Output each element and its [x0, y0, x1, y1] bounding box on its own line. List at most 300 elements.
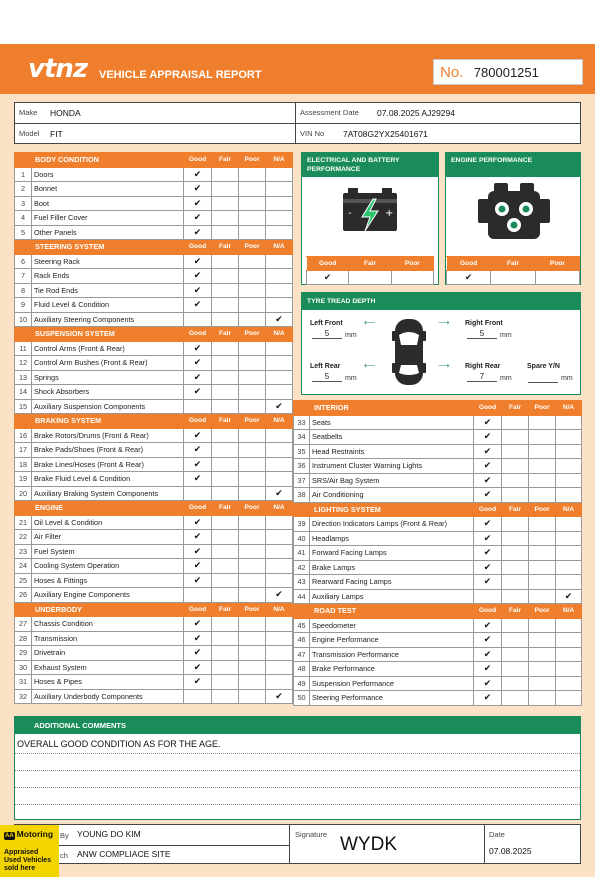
rating-cell-good[interactable] [184, 356, 212, 371]
rating-cell-n-a[interactable] [266, 573, 293, 588]
rating-cell-poor[interactable] [239, 254, 266, 269]
rating-cell-fair[interactable] [212, 370, 239, 385]
rating-cell-good[interactable] [184, 689, 212, 704]
item-label: Shock Absorbers [32, 385, 184, 400]
rating-cell-fair[interactable] [212, 573, 239, 588]
rating-cell-poor[interactable] [239, 559, 266, 574]
rating-cell-poor[interactable] [239, 588, 266, 603]
rating-cell-fair[interactable] [502, 531, 529, 546]
rating-cell-n-a[interactable] [266, 660, 293, 675]
rating-cell-poor[interactable] [239, 225, 266, 240]
rating-cell-poor[interactable] [239, 530, 266, 545]
rating-cell-fair[interactable] [212, 312, 239, 327]
rating-cell-poor[interactable] [529, 618, 556, 633]
rating-cell-poor[interactable] [529, 430, 556, 445]
rating-cell-good[interactable] [184, 588, 212, 603]
rating-cell-good[interactable] [184, 283, 212, 298]
rating-cell-n-a[interactable] [266, 254, 293, 269]
rating-cell-poor[interactable] [239, 515, 266, 530]
check-mark-icon: ✔ [193, 574, 202, 585]
rating-cell-n-a[interactable] [556, 430, 582, 445]
rating-cell-good[interactable] [184, 428, 212, 443]
rating-cell-poor[interactable] [239, 457, 266, 472]
rating-cell-n-a[interactable] [266, 356, 293, 371]
svg-text:+: + [385, 208, 394, 219]
rating-cell-poor[interactable] [239, 689, 266, 704]
rating-cell-fair[interactable] [212, 544, 239, 559]
rating-cell-poor[interactable] [529, 517, 556, 532]
rating-cell-n-a[interactable] [556, 662, 582, 677]
item-number: 13 [15, 370, 32, 385]
rating-cell-poor[interactable] [239, 298, 266, 313]
check-mark-icon: ✔ [193, 357, 202, 368]
rating-cell-poor[interactable] [239, 631, 266, 646]
rating-cell-poor[interactable] [529, 676, 556, 691]
rating-cell-fair[interactable] [502, 618, 529, 633]
aa-tagline-line: Appraised [4, 849, 39, 856]
check-mark-icon: ✔ [193, 342, 202, 353]
rating-cell-good[interactable] [184, 399, 212, 414]
item-number: 37 [294, 473, 310, 488]
rating-cell-good[interactable] [474, 560, 502, 575]
rating-cell-good[interactable] [184, 211, 212, 226]
rating-cell-fair[interactable] [212, 167, 239, 182]
rating-cell-poor[interactable] [529, 546, 556, 561]
rating-cell-poor[interactable] [529, 633, 556, 648]
rating-cell-n-a[interactable] [556, 589, 582, 604]
checklist-row [294, 430, 582, 445]
rating-cell-n-a[interactable] [266, 312, 293, 327]
rating-cell-n-a[interactable] [266, 182, 293, 197]
item-label: Chassis Condition [32, 617, 184, 632]
rating-header-n-a: N/A [266, 602, 293, 617]
rating-cell-n-a[interactable] [266, 617, 293, 632]
comment-line [15, 770, 580, 771]
rating-cell-n-a[interactable] [266, 443, 293, 458]
rating-cell-n-a[interactable] [266, 167, 293, 182]
item-label: Other Panels [32, 225, 184, 240]
rating-cell-n-a[interactable] [266, 675, 293, 690]
check-mark-icon: ✔ [193, 371, 202, 382]
section-header-interior [294, 401, 582, 416]
rating-cell-n-a[interactable] [556, 473, 582, 488]
rating-cell-fair[interactable] [502, 430, 529, 445]
checklist-row [294, 575, 582, 590]
item-label: Brake Pads/Shoes (Front & Rear) [32, 443, 184, 458]
section-title: UNDERBODY [15, 602, 184, 617]
rating-cell-good[interactable] [184, 167, 212, 182]
rating-cell-good[interactable] [474, 430, 502, 445]
rating-cell-n-a[interactable] [266, 399, 293, 414]
rating-cell-n-a[interactable] [266, 269, 293, 284]
check-mark-icon: ✔ [193, 632, 202, 643]
item-label: Steering Performance [310, 691, 474, 706]
engine-performance-panel [445, 152, 581, 285]
item-label: Transmission [32, 631, 184, 646]
rating-cell-fair[interactable] [502, 633, 529, 648]
rating-cell-good[interactable] [184, 457, 212, 472]
item-label: Bonnet [32, 182, 184, 197]
checklist-row [15, 530, 293, 545]
rating-cell-fair[interactable] [212, 399, 239, 414]
electrical-fair-cell [349, 271, 391, 285]
rating-cell-poor[interactable] [239, 428, 266, 443]
rating-cell-fair[interactable] [212, 269, 239, 284]
rating-cell-fair[interactable] [212, 428, 239, 443]
rating-header-n-a: N/A [556, 502, 582, 517]
rating-cell-fair[interactable] [212, 559, 239, 574]
rating-cell-fair[interactable] [502, 560, 529, 575]
rating-cell-fair[interactable] [212, 689, 239, 704]
rating-cell-good[interactable] [184, 515, 212, 530]
item-label: Springs [32, 370, 184, 385]
rating-cell-fair[interactable] [212, 298, 239, 313]
item-number: 25 [15, 573, 32, 588]
rating-header-poor: Poor [529, 502, 556, 517]
rating-cell-fair[interactable] [212, 356, 239, 371]
rating-cell-n-a[interactable] [556, 444, 582, 459]
check-mark-icon: ✔ [193, 284, 202, 295]
item-label: Brake Performance [310, 662, 474, 677]
rating-cell-poor[interactable] [529, 444, 556, 459]
item-label: Brake Lamps [310, 560, 474, 575]
rating-cell-good[interactable] [474, 662, 502, 677]
rating-cell-good[interactable] [184, 660, 212, 675]
rating-header-poor: Poor [239, 240, 266, 255]
rating-cell-good[interactable] [474, 676, 502, 691]
rating-cell-poor[interactable] [239, 385, 266, 400]
report-title: VEHICLE APPRAISAL REPORT [99, 69, 262, 81]
rating-cell-n-a[interactable] [266, 370, 293, 385]
rating-cell-poor[interactable] [529, 691, 556, 706]
rating-cell-poor[interactable] [529, 415, 556, 430]
rating-cell-poor[interactable] [239, 312, 266, 327]
rating-cell-good[interactable] [474, 531, 502, 546]
rating-cell-good[interactable] [474, 546, 502, 561]
rating-cell-fair[interactable] [502, 473, 529, 488]
rating-cell-n-a[interactable] [266, 515, 293, 530]
rating-header-n-a: N/A [556, 401, 582, 416]
item-number: 32 [15, 689, 32, 704]
signoff-box [14, 824, 581, 864]
item-number: 7 [15, 269, 32, 284]
rating-cell-fair[interactable] [502, 676, 529, 691]
rating-cell-good[interactable] [474, 575, 502, 590]
rating-cell-poor[interactable] [239, 472, 266, 487]
checklist-row [15, 269, 293, 284]
rating-cell-n-a[interactable] [266, 472, 293, 487]
rating-cell-poor[interactable] [529, 560, 556, 575]
rating-cell-poor[interactable] [529, 575, 556, 590]
vehicle-info-box [14, 102, 581, 144]
rating-cell-n-a[interactable] [266, 588, 293, 603]
section-title: SUSPENSION SYSTEM [15, 327, 184, 342]
rating-header-good: Good [184, 327, 212, 342]
rating-cell-poor[interactable] [529, 589, 556, 604]
rating-cell-good[interactable] [474, 589, 502, 604]
section-header-braking-system [15, 414, 293, 429]
item-number: 8 [15, 283, 32, 298]
rating-cell-n-a[interactable] [266, 211, 293, 226]
rating-cell-fair[interactable] [212, 182, 239, 197]
item-label: Head Restraints [310, 444, 474, 459]
rating-cell-fair[interactable] [212, 588, 239, 603]
rating-cell-fair[interactable] [212, 283, 239, 298]
item-label: Drivetrain [32, 646, 184, 661]
rating-cell-poor[interactable] [239, 370, 266, 385]
rating-cell-fair[interactable] [502, 444, 529, 459]
rating-cell-good[interactable] [184, 675, 212, 690]
item-number: 23 [15, 544, 32, 559]
model-value: FIT [50, 129, 63, 139]
rating-cell-fair[interactable] [212, 530, 239, 545]
rating-cell-poor[interactable] [239, 486, 266, 501]
rating-cell-n-a[interactable] [556, 560, 582, 575]
rating-cell-good[interactable] [184, 196, 212, 211]
checklist-row [294, 531, 582, 546]
rating-cell-fair[interactable] [212, 515, 239, 530]
rating-cell-n-a[interactable] [556, 676, 582, 691]
comment-text: OVERALL GOOD CONDITION AS FOR THE AGE. [17, 739, 221, 749]
rating-cell-good[interactable] [184, 472, 212, 487]
rating-header-fair: Fair [502, 401, 529, 416]
rating-cell-n-a[interactable] [556, 488, 582, 503]
checklist-row [15, 617, 293, 632]
rating-cell-good[interactable] [184, 486, 212, 501]
rating-cell-good[interactable] [184, 617, 212, 632]
car-top-view-icon [391, 317, 427, 387]
rating-cell-poor[interactable] [239, 617, 266, 632]
rating-cell-poor[interactable] [529, 647, 556, 662]
rating-cell-good[interactable] [184, 559, 212, 574]
rating-cell-fair[interactable] [212, 486, 239, 501]
item-number: 21 [15, 515, 32, 530]
rating-cell-n-a[interactable] [556, 415, 582, 430]
rating-cell-fair[interactable] [212, 646, 239, 661]
checklist-row [15, 298, 293, 313]
rating-cell-poor[interactable] [239, 182, 266, 197]
aa-motoring-badge [0, 825, 59, 877]
checklist-row [294, 517, 582, 532]
rating-header-good: Good [184, 153, 212, 168]
rating-cell-fair[interactable] [502, 517, 529, 532]
rating-cell-fair[interactable] [212, 675, 239, 690]
rating-cell-good[interactable] [474, 691, 502, 706]
rating-cell-n-a[interactable] [556, 546, 582, 561]
rating-cell-fair[interactable] [502, 415, 529, 430]
rating-cell-poor[interactable] [239, 211, 266, 226]
item-label: Steering Rack [32, 254, 184, 269]
rating-cell-n-a[interactable] [266, 341, 293, 356]
rating-header-fair: Fair [349, 257, 391, 271]
rating-header-n-a: N/A [266, 501, 293, 516]
rating-cell-n-a[interactable] [266, 196, 293, 211]
rating-cell-poor[interactable] [239, 443, 266, 458]
rating-cell-fair[interactable] [212, 211, 239, 226]
rating-cell-good[interactable] [474, 488, 502, 503]
check-mark-icon: ✔ [193, 444, 202, 455]
rating-cell-n-a[interactable] [556, 531, 582, 546]
rating-cell-n-a[interactable] [266, 646, 293, 661]
rating-cell-n-a[interactable] [556, 575, 582, 590]
rating-cell-n-a[interactable] [556, 618, 582, 633]
rating-header-fair: Fair [212, 327, 239, 342]
rating-cell-good[interactable] [184, 443, 212, 458]
rating-cell-n-a[interactable] [266, 689, 293, 704]
rating-cell-poor[interactable] [529, 662, 556, 677]
rating-cell-fair[interactable] [212, 472, 239, 487]
right-front-label: Right Front [465, 320, 503, 327]
rating-cell-poor[interactable] [239, 341, 266, 356]
divider [15, 123, 580, 124]
check-mark-icon: ✔ [193, 458, 202, 469]
rating-cell-fair[interactable] [212, 617, 239, 632]
rating-cell-good[interactable] [474, 647, 502, 662]
rating-cell-fair[interactable] [212, 660, 239, 675]
rating-cell-poor[interactable] [239, 196, 266, 211]
item-number: 42 [294, 560, 310, 575]
rating-cell-n-a[interactable] [556, 691, 582, 706]
checklist-row [294, 415, 582, 430]
rating-cell-good[interactable] [474, 633, 502, 648]
rating-cell-good[interactable] [184, 341, 212, 356]
rating-cell-good[interactable] [184, 254, 212, 269]
checklist-row [15, 167, 293, 182]
rating-header-fair: Fair [502, 502, 529, 517]
rating-cell-poor[interactable] [239, 356, 266, 371]
rating-cell-good[interactable] [474, 517, 502, 532]
rating-cell-good[interactable] [474, 415, 502, 430]
rating-cell-good[interactable] [474, 473, 502, 488]
check-mark-icon: ✔ [483, 663, 492, 674]
rating-cell-n-a[interactable] [556, 459, 582, 474]
rating-cell-n-a[interactable] [266, 457, 293, 472]
rating-cell-fair[interactable] [502, 662, 529, 677]
engine-icon [474, 179, 554, 245]
rating-cell-n-a[interactable] [266, 428, 293, 443]
rating-cell-n-a[interactable] [556, 633, 582, 648]
rating-cell-good[interactable] [184, 646, 212, 661]
rating-cell-poor[interactable] [239, 399, 266, 414]
report-number-label: No. [440, 64, 464, 81]
check-mark-icon: ✔ [193, 226, 202, 237]
rating-cell-fair[interactable] [212, 385, 239, 400]
mm-unit: mm [345, 375, 357, 382]
rating-cell-fair[interactable] [502, 589, 529, 604]
rating-cell-poor[interactable] [239, 283, 266, 298]
rating-cell-n-a[interactable] [266, 486, 293, 501]
rating-cell-fair[interactable] [502, 488, 529, 503]
comments-title: ADDITIONAL COMMENTS [15, 717, 580, 734]
rating-cell-good[interactable] [184, 530, 212, 545]
item-number: 39 [294, 517, 310, 532]
checklist-row [294, 560, 582, 575]
rating-cell-n-a[interactable] [266, 559, 293, 574]
rating-cell-fair[interactable] [212, 341, 239, 356]
item-number: 17 [15, 443, 32, 458]
rating-cell-n-a[interactable] [266, 631, 293, 646]
rating-cell-good[interactable] [184, 182, 212, 197]
rating-cell-poor[interactable] [239, 573, 266, 588]
rating-cell-n-a[interactable] [556, 517, 582, 532]
rating-cell-fair[interactable] [502, 575, 529, 590]
rating-cell-poor[interactable] [239, 544, 266, 559]
rating-cell-n-a[interactable] [266, 385, 293, 400]
rating-cell-fair[interactable] [502, 459, 529, 474]
rating-cell-good[interactable] [474, 459, 502, 474]
by-label: By [60, 831, 69, 840]
rating-cell-poor[interactable] [239, 675, 266, 690]
check-mark-icon: ✔ [483, 416, 492, 427]
rating-cell-n-a[interactable] [266, 530, 293, 545]
rating-cell-fair[interactable] [502, 647, 529, 662]
rating-cell-fair[interactable] [502, 691, 529, 706]
item-number: 48 [294, 662, 310, 677]
vtnz-logo: vtnz [28, 54, 88, 84]
branch-value: ANW COMPLIACE SITE [77, 849, 171, 859]
check-mark-icon: ✔ [193, 212, 202, 223]
rating-cell-fair[interactable] [502, 546, 529, 561]
rating-cell-good[interactable] [184, 298, 212, 313]
section-header-underbody [15, 602, 293, 617]
rating-cell-good[interactable] [184, 312, 212, 327]
rating-cell-fair[interactable] [212, 631, 239, 646]
rating-cell-poor[interactable] [239, 660, 266, 675]
rating-cell-poor[interactable] [529, 459, 556, 474]
rating-cell-good[interactable] [474, 444, 502, 459]
rating-cell-poor[interactable] [529, 473, 556, 488]
section-header-engine [15, 501, 293, 516]
rating-cell-fair[interactable] [212, 196, 239, 211]
right-rear-value: 7 [467, 372, 497, 382]
rating-cell-poor[interactable] [239, 646, 266, 661]
rating-cell-fair[interactable] [212, 225, 239, 240]
rating-cell-n-a[interactable] [556, 647, 582, 662]
rating-cell-good[interactable] [184, 269, 212, 284]
rating-cell-poor[interactable] [529, 488, 556, 503]
mm-unit: mm [345, 332, 357, 339]
rating-cell-good[interactable] [184, 225, 212, 240]
check-mark-icon: ✔ [193, 299, 202, 310]
rating-cell-good[interactable] [184, 544, 212, 559]
rating-cell-good[interactable] [184, 573, 212, 588]
make-value: HONDA [50, 108, 81, 118]
rating-cell-poor[interactable] [239, 167, 266, 182]
rating-cell-poor[interactable] [529, 531, 556, 546]
rating-cell-poor[interactable] [239, 269, 266, 284]
checklist-row [15, 689, 293, 704]
checklist-row [15, 196, 293, 211]
rating-cell-fair[interactable] [212, 254, 239, 269]
rating-cell-n-a[interactable] [266, 544, 293, 559]
rating-cell-fair[interactable] [212, 443, 239, 458]
check-mark-icon: ✔ [193, 197, 202, 208]
rating-cell-n-a[interactable] [266, 225, 293, 240]
rating-cell-good[interactable] [474, 618, 502, 633]
rating-cell-fair[interactable] [212, 457, 239, 472]
rating-cell-n-a[interactable] [266, 298, 293, 313]
rating-cell-good[interactable] [184, 370, 212, 385]
rating-cell-n-a[interactable] [266, 283, 293, 298]
check-mark-icon: ✔ [193, 429, 202, 440]
rating-cell-good[interactable] [184, 385, 212, 400]
spare-value [528, 372, 558, 383]
left-checklist-table [14, 152, 293, 704]
checklist-row [15, 399, 293, 414]
item-number: 29 [15, 646, 32, 661]
section-title: INTERIOR [294, 401, 474, 416]
rating-cell-good[interactable] [184, 631, 212, 646]
